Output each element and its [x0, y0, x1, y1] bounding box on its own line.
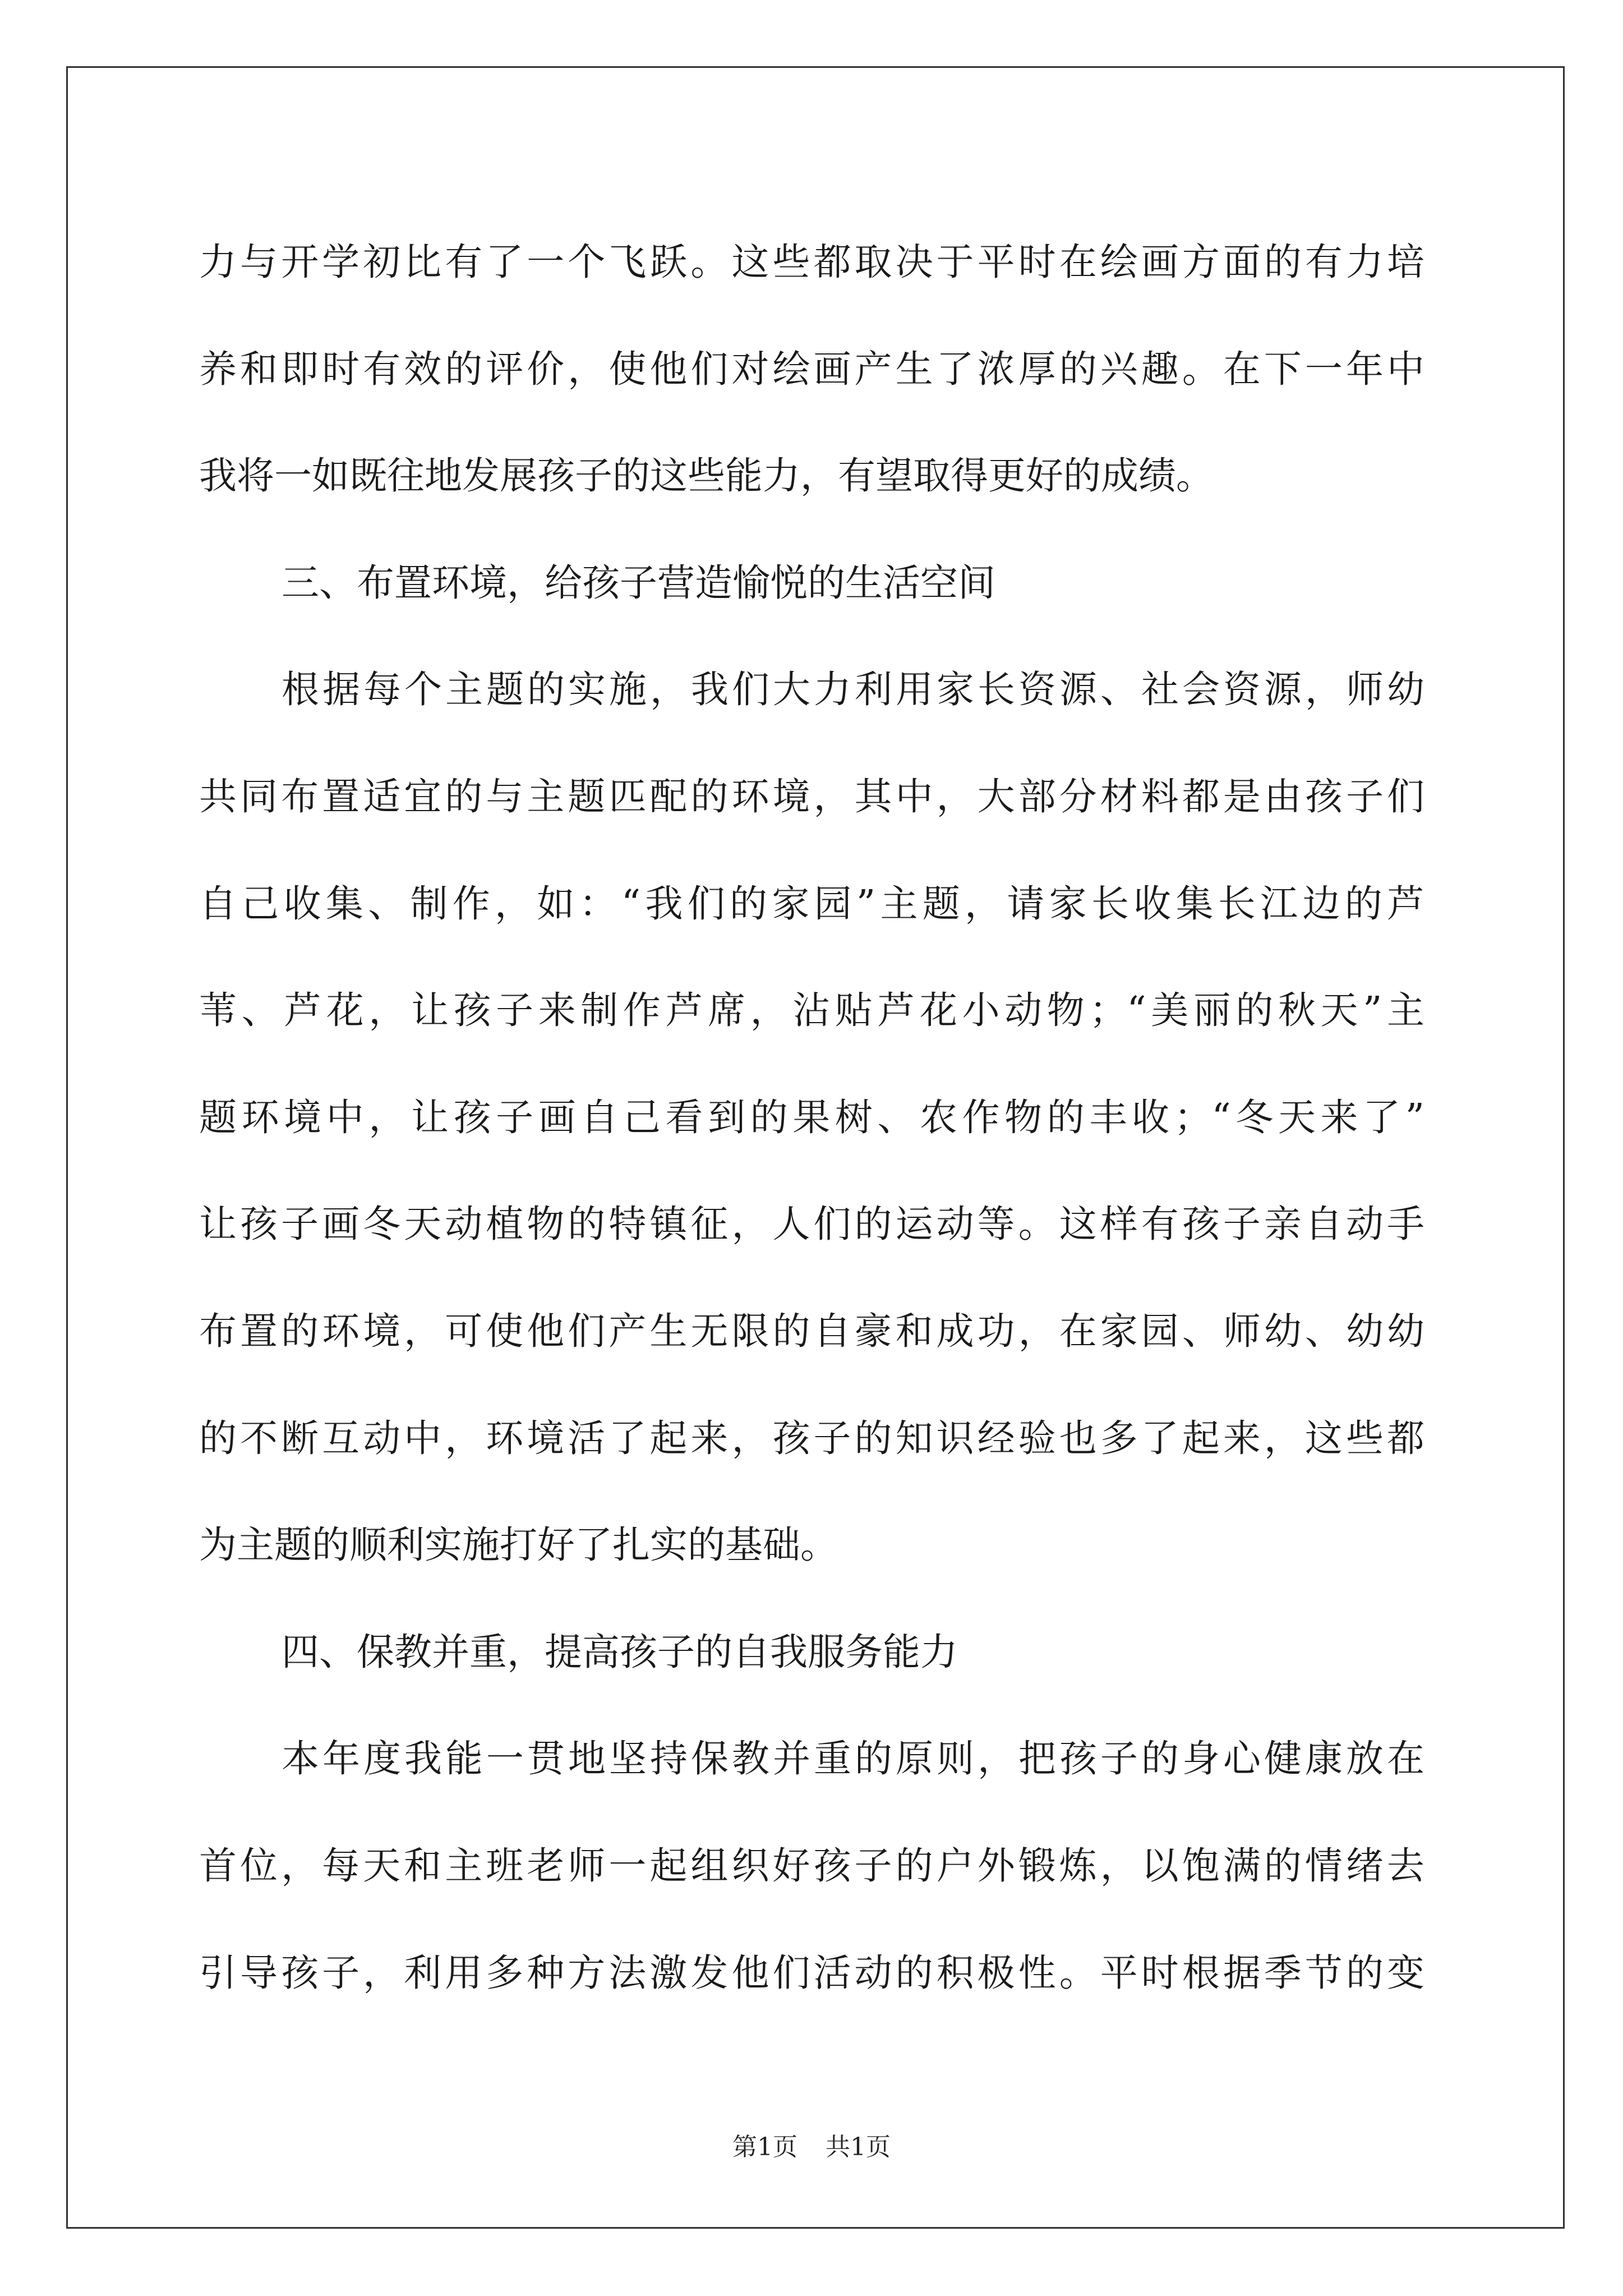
text-line: 我将一如既往地发展孩子的这些能力，有望取得更好的成绩。: [199, 454, 1214, 498]
section-heading: 三、布置环境，给孩子营造愉悦的生活空间: [282, 560, 995, 605]
text-line: 让孩子画冬天动植物的特镇征，人们的运动等。这样有孩子亲自动手: [199, 1202, 1424, 1246]
text-line: 引导孩子，利用多种方法激发他们活动的积极性。平时根据季节的变: [199, 1950, 1424, 1995]
text-line: 共同布置适宜的与主题匹配的环境，其中，大部分材料都是由孩子们: [199, 774, 1424, 818]
text-line: 布置的环境，可使他们产生无限的自豪和成功，在家园、师幼、幼幼: [199, 1309, 1424, 1353]
text-line: 自己收集、制作，如：“我们的家园”主题，请家长收集长江边的芦: [199, 881, 1424, 926]
section-heading: 四、保教并重，提高孩子的自我服务能力: [282, 1630, 958, 1674]
text-line: 为主题的顺利实施打好了扎实的基础。: [199, 1523, 838, 1567]
page-number: 第1页: [732, 2133, 797, 2161]
page-total: 共1页: [826, 2133, 891, 2161]
text-line: 题环境中，让孩子画自己看到的果树、农作物的丰收；“冬天来了”: [199, 1095, 1424, 1139]
text-line: 首位，每天和主班老师一起组织好孩子的户外锻炼，以饱满的情绪去: [199, 1843, 1424, 1888]
text-line: 苇、芦花，让孩子来制作芦席，沾贴芦花小动物；“美丽的秋天”主: [199, 988, 1424, 1033]
text-line: 力与开学初比有了一个飞跃。这些都取决于平时在绘画方面的有力培: [199, 240, 1424, 284]
document-body: [199, 209, 1424, 2026]
text-line: 的不断互动中，环境活了起来，孩子的知识经验也多了起来，这些都: [199, 1416, 1424, 1460]
text-line: 本年度我能一贯地坚持保教并重的原则，把孩子的身心健康放在: [282, 1737, 1424, 1781]
text-line: 养和即时有效的评价，使他们对绘画产生了浓厚的兴趣。在下一年中: [199, 347, 1424, 391]
page-footer: [0, 2131, 1623, 2164]
text-line: 根据每个主题的实施，我们大力利用家长资源、社会资源，师幼: [282, 668, 1424, 712]
